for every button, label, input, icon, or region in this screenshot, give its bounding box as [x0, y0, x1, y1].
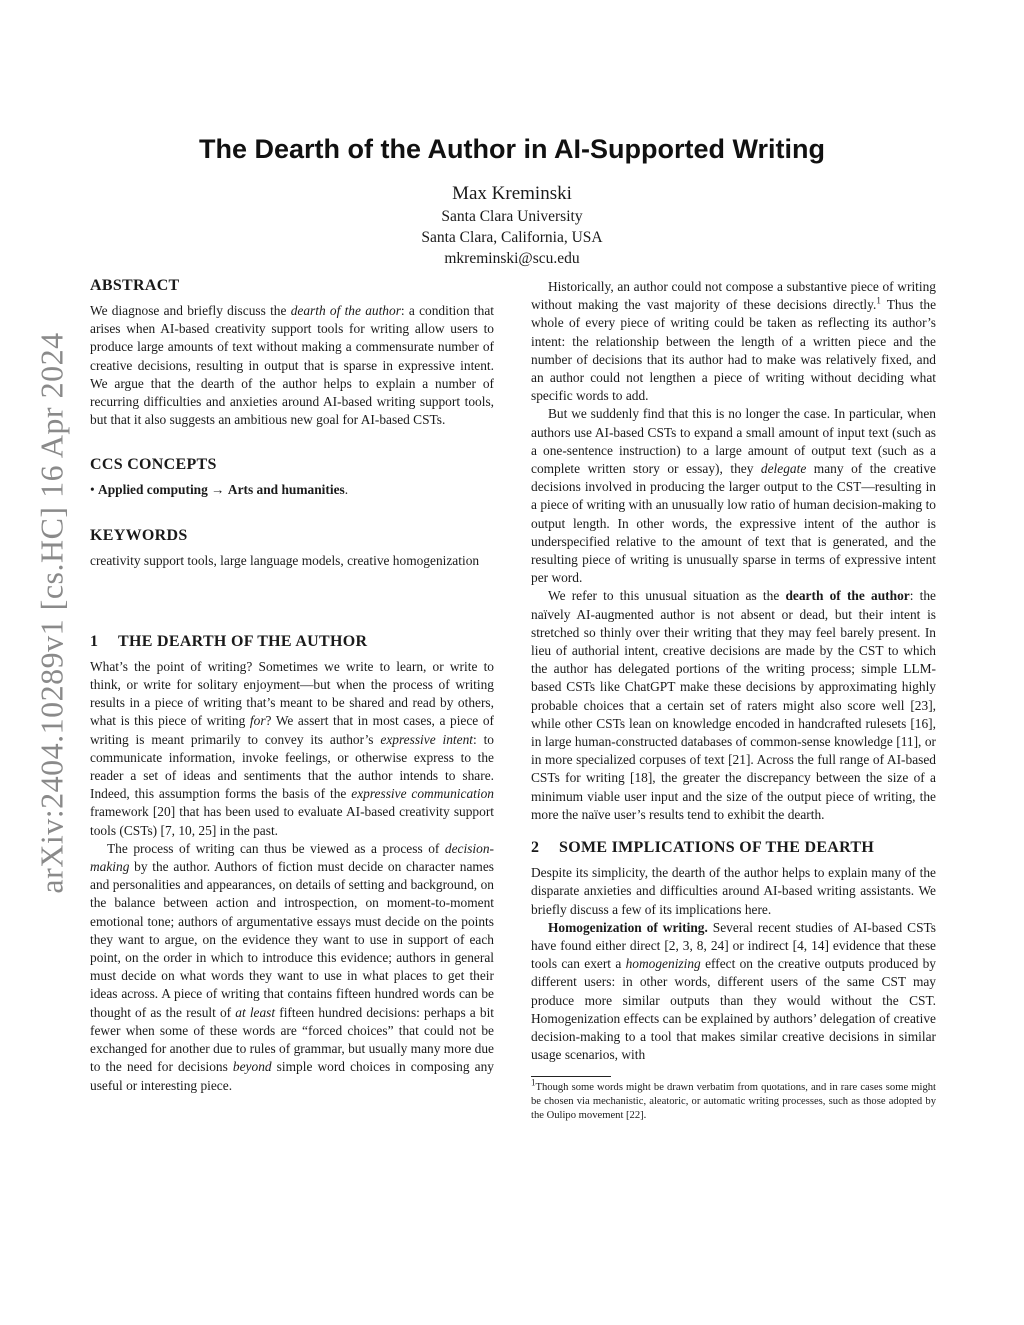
section-1-heading: 1 THE DEARTH OF THE AUTHOR [90, 632, 368, 650]
author-location: Santa Clara, California, USA [421, 229, 603, 246]
left-column [90, 276, 494, 1095]
section-1-paragraph: We refer to this unusual situation as the dearth of the author: the naïvely AI-augmented author is not absent or dead, but their intent is stretched so thinly over their writing that they may feel barely present. In lieu of authorial intent, creative decisions are made by the CST to which the author has delegated portions of the writing process; simple LLM-based CSTs like ChatGPT make these decisions by approximating highly probable choices that a certain set of raters might also score well [23], while other CSTs lean on knowledge encoded in handcrafted rulesets [16], in large human-constructed databases of common-sense knowledge [11], or in more specialized corpuses of text [21]. Across the full range of AI-based CSTs for writing [18], the greater the discrepancy between the size of a minimum viable user input and the size of the output piece of writing, the more the naïve user’s results tend to exhibit the dearth. [531, 588, 937, 822]
ccs-concepts: • Applied computing → Arts and humanities. [90, 482, 349, 498]
section-2-paragraph: Homogenization of writing. Several recent studies of AI-based CSTs have found either direct [2, 3, 8, 24] or indirect [4, 14] evidence that these tools can exert a homogenizing effect on the creative outputs produced by different users: in other words, different users of the same CST may produce more similar outputs than they would without the CST. Homogenization effects can be explained by authors’ delegation of creative decision-making to a tool that makes similar creative decisions in similar usage scenarios, with [531, 919, 936, 1063]
author-email: mkreminski@scu.edu [444, 250, 580, 267]
footnote-marker: 1 [876, 295, 881, 306]
keywords-heading: KEYWORDS [90, 526, 188, 544]
paper-title: The Dearth of the Author in AI-Supported Writing [199, 134, 825, 164]
section-1-paragraph: Historically, an author could not compose a substantive piece of writing without making the vast majority of these decisions directly.$^1$ Thus the whole of every piece of writing could be taken as reflecting its author’s intent: the relationship between the length of a written piece and the number of decisions that its author had to make was relatively fixed, and an author could not lengthen a piece of writing without deciding what specific words to add. [531, 279, 937, 404]
ccs-heading: CCS CONCEPTS [90, 456, 217, 474]
arxiv-identifier [32, 318, 72, 908]
author-block [312, 182, 712, 269]
section-2-paragraph: Despite its simplicity, the dearth of the author helps to explain many of the disparate anxieties and difficulties around AI-based writing assistants. We briefly discuss a few of its implications here. [531, 865, 936, 917]
section-1-paragraph: The process of writing can thus be viewed as a process of decision-making by the author. Authors of fiction must decide on character names and personalities and appearances, on details of setting and background, on the balance between action and introspection, on moment-to-moment emotional tone; authors of argumentative essays must decide on the points they want to argue, on the evidence they want to use in support of each point, on the order in which to introduce this evidence; authors in general must decide on what words they want to use in what places to get their ideas across. A piece of writing that contains fifteen hundred words can be thought of as the result of at least fifteen hundred decisions: perhaps a bit fewer when some of these words are “forced choices” that could not be exchanged for another due to rules of grammar, but usually many more due to the need for decisions beyond simple word choices in composing any useful or interesting piece. [90, 840, 495, 1093]
keywords-text: creativity support tools, large language models, creative homogenization [90, 552, 480, 568]
section-2-heading: 2 SOME IMPLICATIONS OF THE DEARTH [531, 839, 875, 857]
arxiv-identifier-text: arXiv:2404.10289v1 [cs.HC] 16 Apr 2024 [33, 332, 70, 894]
abstract-text: We diagnose and briefly discuss the dearth of the author: a condition that arises when AI-based creativity support tools for writing allow users to produce large amounts of text without making a commensurate number of creative decisions, resulting in output that is sparse in expressive intent. We argue that the dearth of the author helps to explain a number of recurring difficulties and anxieties around AI-based writing support tools, but that it also suggests an ambitious new goal for AI-based CSTs. [90, 303, 494, 428]
author-name: Max Kreminski [452, 183, 572, 204]
abstract-heading: ABSTRACT [90, 277, 180, 294]
footnote: $^1$Though some words might be drawn verbatim from quotations, and in rare cases some might be chosen via mechanistic, aleatoric, or automatic writing processes, such as those adopted by the Oulipo movement [22]. [531, 1077, 936, 1121]
footnote-divider [531, 1076, 611, 1077]
section-1-paragraph: What’s the point of writing? Sometimes we write to learn, or write to think, or write for solitary enjoyment—but when the process of writing results in a piece of writing that’s meant to be shared and read by others, what is this piece of writing for? We assert that in most cases, a piece of writing is meant primarily to convey its author’s expressive intent: to communicate information, invoke feelings, or otherwise express to the reader a set of ideas and sentiments that the author intends to share. Indeed, this assumption forms the basis of the expressive communication framework [20] that has been used to evaluate AI-based creativity support tools (CSTs) [7, 10, 25] in the past. [90, 658, 494, 838]
right-column [531, 278, 936, 1122]
author-affiliation: Santa Clara University [441, 208, 583, 225]
section-1-paragraph: But we suddenly find that this is no longer the case. In particular, when authors use AI-based CSTs to expand a small amount of input text (such as a one-sentence instruction) to a large amount of output text (such as a complete written story or essay), they delegate many of the creative decisions involved in producing the larger output to the CST—resulting in a piece of writing with an unusually low ratio of human decision-making to output length. In other words, the expressive intent of the author is underspecified relative to the amount of text that is generated, and the resulting piece of writing is unusually sparse in terms of expressive intent per word. [531, 406, 936, 586]
